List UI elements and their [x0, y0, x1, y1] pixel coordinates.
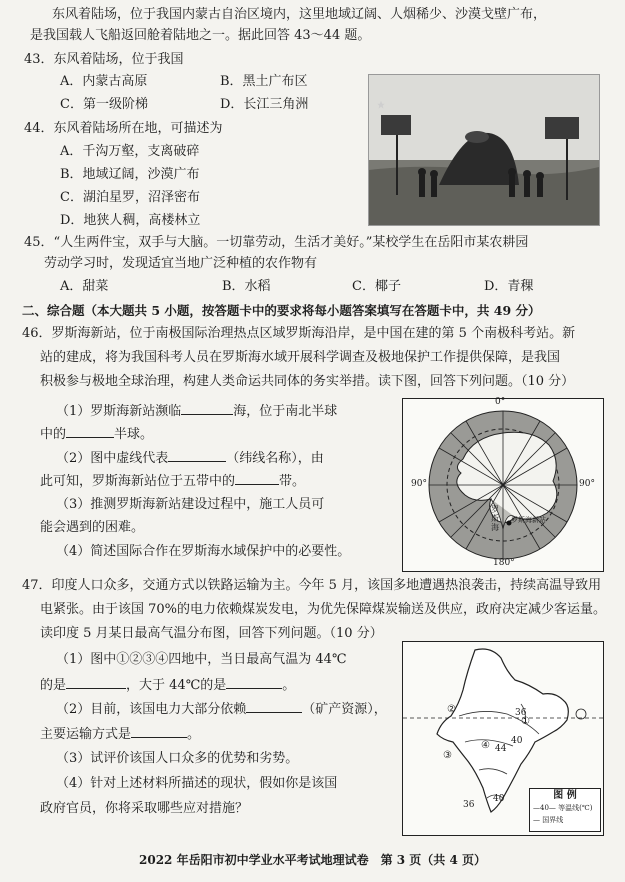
- q47-part-2-line-2: [40, 725, 200, 744]
- q44-option-c: C．湖泊星罗，沼泽密布: [60, 190, 200, 205]
- q45-option-c: C．椰子: [352, 279, 401, 294]
- q47-p2-text-b: （矿产资源），: [302, 702, 387, 717]
- q44-option-a: A．千沟万壑，支离破碎: [60, 144, 200, 159]
- q47-p2-text-a: （2）目前，该国电力大部分依赖: [56, 702, 247, 717]
- q47-p1-text-c: ，大于 44℃的是: [126, 678, 227, 693]
- intro-line-1: 东风着陆场，位于我国内蒙古自治区境内，这里地域辽阔、人烟稀少、沙漠戈壁广布，: [52, 7, 547, 22]
- map-label-0: 0°: [495, 397, 506, 407]
- q46-p2-text-d: 带。: [279, 474, 306, 489]
- q45-option-a: A．甜菜: [60, 279, 109, 294]
- legend-isotherm: —40— 等温线(℃): [533, 804, 593, 812]
- q46-p1-text-c: 中的: [40, 427, 67, 442]
- q45-option-b: B．水稻: [222, 279, 271, 294]
- intro-line-2: 是我国载人飞船返回舱着陆地之一。据此回答 43～44 题。: [30, 28, 371, 43]
- q46-p2-blank-1[interactable]: [168, 449, 226, 462]
- q44-option-d: D．地狭人稠，高楼林立: [60, 213, 201, 228]
- q47-part-1-line-1: （1）图中①②③④四地中，当日最高气温为 44℃: [56, 652, 347, 667]
- q46-part-2-line-1: [56, 449, 324, 468]
- q47-intro-1: 47．印度人口众多，交通方式以铁路运输为主。今年 5 月，该国多地遭遇热浪袭击，持续高温导致用: [22, 578, 602, 593]
- q45-stem-2: 劳动学习时，发现适宜当地广泛种植的农作物有: [44, 256, 318, 271]
- antarctica-map: [402, 398, 604, 572]
- q46-p2-text-a: （2）图中虚线代表: [56, 451, 169, 466]
- q46-p2-text-b: （纬线名称），由: [226, 451, 324, 466]
- capsule-photo-illustration: [369, 75, 599, 225]
- ross-station-label: 罗斯海新站: [511, 516, 546, 524]
- map-legend: [529, 788, 601, 832]
- q46-p1-text-a: （1）罗斯海新站濒临: [56, 404, 182, 419]
- iso-label-44: 44: [495, 744, 507, 754]
- q46-part-4: （4）简述国际合作在罗斯海水域保护中的必要性。: [56, 544, 351, 559]
- legend-title: 图 例: [553, 790, 577, 801]
- map-label-90w: 90°: [411, 479, 427, 489]
- q47-part-4-line-2: 政府官员，你将采取哪些应对措施？: [40, 801, 249, 816]
- q46-intro-1: 46．罗斯海新站，位于南极国际治理热点区域罗斯海沿岸，是中国在建的第 5 个南极科考站。新: [22, 326, 576, 341]
- q46-part-3-line-1: （3）推测罗斯海新站建设过程中，施工人员可: [56, 497, 325, 512]
- marker-2: ②: [447, 704, 456, 715]
- q46-p2-blank-2[interactable]: [235, 472, 279, 485]
- section-2-title: 二、综合题（本大题共 5 小题，按答题卡中的要求将每小题答案填写在答题卡中，共 49 分）: [22, 303, 541, 318]
- map-label-180: 180°: [493, 558, 515, 568]
- iso-label-40-a: 40: [511, 736, 523, 746]
- map-label-90e: 90°: [579, 479, 595, 489]
- q43-stem: 43．东风着陆场，位于我国: [24, 52, 184, 67]
- q47-p1-blank-1[interactable]: [66, 676, 126, 689]
- q43-option-c: C．第一级阶梯: [60, 97, 148, 112]
- q46-p1-blank-1[interactable]: [181, 402, 233, 415]
- q43-option-d: D．长江三角洲: [220, 97, 309, 112]
- q47-p2-text-c: 主要运输方式是: [40, 727, 132, 742]
- q47-intro-3: 读印度 5 月某日最高气温分布图，回答下列问题。（10 分）: [40, 626, 383, 641]
- q46-intro-3: 积极参与极地全球治理，构建人类命运共同体的务实举措。读下图，回答下列问题。（10 分）: [40, 374, 575, 389]
- q47-part-2-line-1: [56, 700, 387, 719]
- capsule-landing-photo: [368, 74, 600, 226]
- q43-option-a: A．内蒙古高原: [60, 74, 148, 89]
- q44-stem: 44．东风着陆场所在地，可描述为: [24, 121, 223, 136]
- iso-label-36-a: 36: [515, 708, 527, 718]
- ross-sea-label: 罗斯海: [491, 505, 499, 532]
- legend-border: — 国界线: [533, 816, 564, 824]
- q47-p1-blank-2[interactable]: [226, 676, 282, 689]
- q47-part-3: （3）试评价该国人口众多的优势和劣势。: [56, 751, 299, 766]
- iso-label-36-b: 36: [463, 800, 475, 810]
- india-temperature-map: [402, 641, 604, 836]
- q47-part-4-line-1: （4）针对上述材料所描述的现状，假如你是该国: [56, 776, 338, 791]
- page-footer: 2022 年岳阳市初中学业水平考试地理试卷 第 3 页（共 4 页）: [139, 853, 486, 867]
- q47-part-1-line-2: [40, 676, 295, 695]
- q46-p1-blank-2[interactable]: [66, 425, 114, 438]
- q47-intro-2: 电紧张。由于该国 70%的电力依赖煤炭发电，为优先保障煤炭输送及供应，政府决定减少客运量。: [40, 602, 607, 617]
- q45-option-d: D．青稞: [484, 279, 534, 294]
- q47-p2-text-d: 。: [187, 727, 201, 742]
- q46-part-2-line-2: [40, 472, 305, 491]
- q46-part-1-line-2: [40, 425, 153, 444]
- iso-label-40-b: 40: [493, 794, 505, 804]
- q43-option-b: B．黑土广布区: [220, 74, 308, 89]
- q46-p1-text-b: 海，位于南北半球: [233, 404, 338, 419]
- marker-1: ①: [521, 716, 530, 727]
- q46-intro-2: 站的建成，将为我国科考人员在罗斯海水域开展科学调查及极地保护工作提供保障，是我国: [40, 350, 561, 365]
- q47-p1-text-d: 。: [282, 678, 296, 693]
- q46-p1-text-d: 半球。: [114, 427, 154, 442]
- q47-p2-blank-1[interactable]: [246, 700, 302, 713]
- antarctica-map-svg: [403, 399, 603, 571]
- q47-p1-text-b: 的是: [40, 678, 67, 693]
- q47-p2-blank-2[interactable]: [131, 725, 187, 738]
- q45-stem: 45．“人生两件宝，双手与大脑。一切靠劳动，生活才美好。”某校学生在岳阳市某农耕园: [24, 235, 529, 250]
- q46-p2-text-c: 此可知，罗斯海新站位于五带中的: [40, 474, 236, 489]
- marker-4: ④: [481, 740, 490, 751]
- marker-3: ③: [443, 750, 452, 761]
- q46-part-1-line-1: [56, 402, 337, 421]
- q44-option-b: B．地域辽阔，沙漠广布: [60, 167, 200, 182]
- q46-part-3-line-2: 能会遇到的困难。: [40, 520, 145, 535]
